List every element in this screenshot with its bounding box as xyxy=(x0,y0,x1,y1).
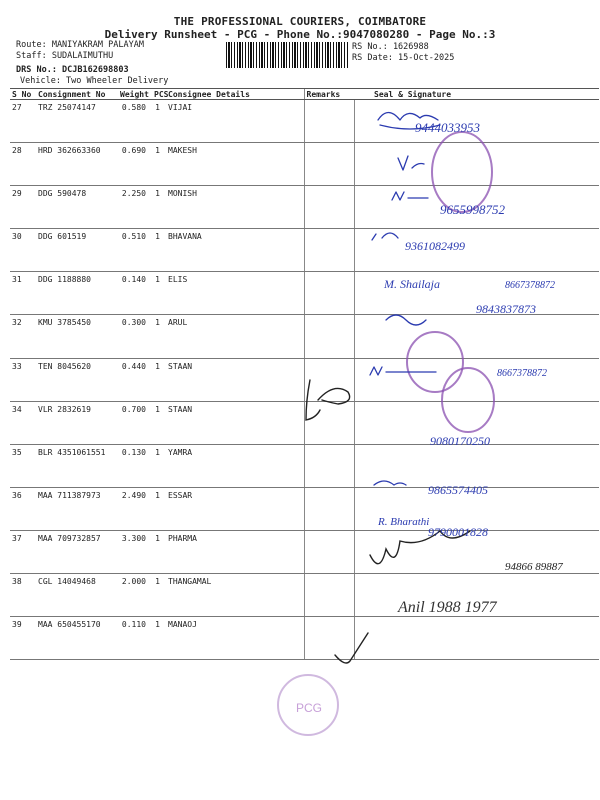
cell-weight: 3.300 xyxy=(118,530,152,573)
cell-consignment-no: TEN 8045620 xyxy=(36,358,118,401)
cell-sno: 28 xyxy=(10,143,36,186)
cell-consignee: PHARMA xyxy=(166,530,304,573)
runsheet-subtitle: Delivery Runsheet - PCG - Phone No.:9047080280 - Page No.:3 xyxy=(104,28,496,41)
company-title: THE PROFESSIONAL COURIERS, COIMBATORE xyxy=(173,15,427,28)
cell-sno: 38 xyxy=(10,574,36,617)
cell-consignment-no: HRD 362663360 xyxy=(36,143,118,186)
cell-consignment-no: VLR 2832619 xyxy=(36,401,118,444)
cell-consignee: ARUL xyxy=(166,315,304,358)
cell-pcs: 1 xyxy=(152,444,166,487)
cell-consignee: MANAOJ xyxy=(166,617,304,660)
cell-weight: 0.510 xyxy=(118,229,152,272)
cell-pcs: 1 xyxy=(152,100,166,143)
cell-weight: 0.700 xyxy=(118,401,152,444)
handwritten-phone: 9843837873 xyxy=(476,302,536,316)
cell-consignment-no: DDG 601519 xyxy=(36,229,118,272)
signature xyxy=(370,367,436,375)
cell-sno: 30 xyxy=(10,229,36,272)
staff-label: Staff: SUDALAIMUTHU xyxy=(16,51,114,61)
cell-sno: 27 xyxy=(10,100,36,143)
cell-consignment-no: MAA 711387973 xyxy=(36,487,118,530)
cell-pcs: 1 xyxy=(152,315,166,358)
col-consignment: Consignment No xyxy=(36,89,118,100)
cell-sno: 29 xyxy=(10,186,36,229)
handwritten-phone: 9080170250 xyxy=(430,434,490,448)
cell-sno: 32 xyxy=(10,315,36,358)
route-label: Route: MANIYAKRAM PALAYAM xyxy=(16,40,144,50)
cell-weight: 2.000 xyxy=(118,574,152,617)
cell-weight: 0.300 xyxy=(118,315,152,358)
stamp-label: PCG xyxy=(296,701,323,715)
col-remarks: Remarks xyxy=(304,89,354,100)
col-weight: Weight xyxy=(118,89,152,100)
cell-consignment-no: BLR 4351061551 xyxy=(36,444,118,487)
col-signature: Seal & Signature xyxy=(354,89,599,100)
cell-consignment-no: TRZ 25074147 xyxy=(36,100,118,143)
cell-sno: 33 xyxy=(10,358,36,401)
col-consignee: Consignee Details xyxy=(166,89,304,100)
signature xyxy=(398,156,424,170)
handwritten-name: M. Shailaja xyxy=(384,277,440,291)
cell-pcs: 1 xyxy=(152,530,166,573)
cell-consignee: ESSAR xyxy=(166,487,304,530)
handwritten-phone: 8667378872 xyxy=(497,368,547,379)
rs-date: RS Date: 15-Oct-2025 xyxy=(352,53,455,63)
cell-consignee: ELIS xyxy=(166,272,304,315)
cell-consignment-no: MAA 650455170 xyxy=(36,617,118,660)
handwritten-phone: 9655998752 xyxy=(440,202,505,217)
cell-sno: 31 xyxy=(10,272,36,315)
cell-pcs: 1 xyxy=(152,358,166,401)
signature xyxy=(372,233,398,240)
cell-consignment-no: KMU 3785450 xyxy=(36,315,118,358)
cell-weight: 0.110 xyxy=(118,617,152,660)
signature xyxy=(386,315,426,325)
cell-consignee: STAAN xyxy=(166,401,304,444)
drs-label: DRS No.: DCJB162698803 xyxy=(16,65,129,75)
cell-pcs: 1 xyxy=(152,143,166,186)
cell-sno: 37 xyxy=(10,530,36,573)
cell-consignee: BHAVANA xyxy=(166,229,304,272)
cell-pcs: 1 xyxy=(152,186,166,229)
cell-sno: 36 xyxy=(10,487,36,530)
scribble xyxy=(306,380,350,420)
cell-weight: 0.440 xyxy=(118,358,152,401)
cell-consignee: THANGAMAL xyxy=(166,574,304,617)
cell-pcs: 1 xyxy=(152,487,166,530)
cell-weight: 0.130 xyxy=(118,444,152,487)
cell-consignee: MONISH xyxy=(166,186,304,229)
col-pcs: PCS xyxy=(154,89,169,99)
tick-mark xyxy=(335,633,368,663)
cell-weight: 2.250 xyxy=(118,186,152,229)
cell-consignee: MAKESH xyxy=(166,143,304,186)
seal-stamp xyxy=(432,132,492,212)
handwritten-phone: 9865574405 xyxy=(428,483,488,497)
rs-number: RS No.: 1626988 xyxy=(352,42,429,52)
seal-stamp xyxy=(442,368,494,432)
handwritten-phone: 9444033953 xyxy=(415,120,480,135)
vehicle-label: Vehicle: Two Wheeler Delivery xyxy=(20,76,169,86)
handwritten-phone: 94866 89887 xyxy=(505,561,563,573)
signature xyxy=(392,192,428,200)
cell-pcs: 1 xyxy=(152,401,166,444)
handwritten-name: R. Bharathi xyxy=(378,516,430,528)
cell-sno: 39 xyxy=(10,617,36,660)
cell-weight: 0.690 xyxy=(118,143,152,186)
handwritten-phone: 9790001828 xyxy=(428,525,488,539)
cell-consignment-no: MAA 709732857 xyxy=(36,530,118,573)
cell-pcs: 1 xyxy=(152,617,166,660)
seal-stamp xyxy=(407,332,463,392)
handwritten-phone: 8667378872 xyxy=(505,280,555,291)
cell-consignment-no: CGL 14049468 xyxy=(36,574,118,617)
signature xyxy=(374,481,406,485)
cell-sno: 34 xyxy=(10,401,36,444)
cell-pcs: 1 xyxy=(152,272,166,315)
cell-pcs: 1 xyxy=(152,574,166,617)
cell-consignee: VIJAI xyxy=(166,100,304,143)
cell-sno: 35 xyxy=(10,444,36,487)
handwritten-name: Anil 1988 1977 xyxy=(398,599,497,616)
cell-weight: 0.140 xyxy=(118,272,152,315)
cell-consignment-no: DDG 590478 xyxy=(36,186,118,229)
col-sno: S No xyxy=(10,89,36,100)
cell-consignment-no: DDG 1188880 xyxy=(36,272,118,315)
cell-consignee: STAAN xyxy=(166,358,304,401)
cell-weight: 0.580 xyxy=(118,100,152,143)
cell-weight: 2.490 xyxy=(118,487,152,530)
cell-consignee: YAMRA xyxy=(166,444,304,487)
cell-pcs: 1 xyxy=(152,229,166,272)
handwritten-phone: 9361082499 xyxy=(405,239,465,253)
